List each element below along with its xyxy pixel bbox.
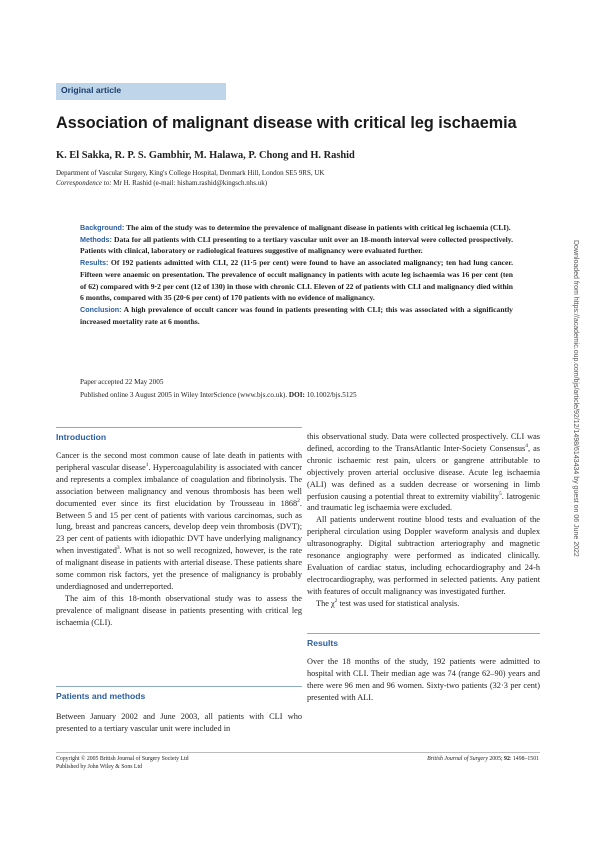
intro-text-a: Cancer is the second most common cause of late death in patients with peripheral vascular disease: [56, 451, 302, 472]
section-rule: [56, 427, 302, 428]
methods-body: [56, 711, 302, 735]
article-type-label: Original article: [61, 85, 122, 95]
methods-heading: Patients and methods: [56, 691, 146, 701]
affiliation: Department of Vascular Surgery, King's College Hospital, Denmark Hill, London SE5 9RS, UK: [56, 169, 325, 177]
footer-citation: [427, 756, 539, 764]
ref-4[interactable]: 4: [525, 443, 528, 450]
conclusion-text: A high prevalence of occult cancer was found in patients presenting with CLI; this was associated with a significantly increased mortality rate at 6 months.: [80, 304, 513, 326]
pages: : 1498–1501: [509, 756, 539, 762]
abstract-methods: [80, 234, 513, 257]
download-note-text: Downloaded from https://academic.oup.com/bjs/article/92/12/1498/6143434 by guest on 06 June 2022: [572, 240, 579, 557]
intro-text-b: . Hypercoagulability is associated with cancer and represents a complex imbalance of coagulation and fibrinolysis. The association between malignancy and venous thrombosis has been well documented ever since its first elucidation by Trousseau in 1868: [56, 462, 302, 508]
intro-paragraph-2: The aim of this 18-month observational study was to assess the prevalence of malignant disease in patients presenting with critical leg ischaemia (CLI).: [56, 593, 302, 627]
publication-dates: [80, 376, 357, 401]
ref-5[interactable]: 5: [499, 490, 502, 497]
methods-text: Data for all patients with CLI presenting to a tertiary vascular unit over an 18-month interval were collected prospectively. Patients with clinical, laboratory or radiological features suggestive of malignancy were evaluated further.: [80, 234, 514, 256]
article-type-badge: [56, 83, 226, 100]
introduction-heading: Introduction: [56, 432, 107, 442]
methods-paragraph-1: Between January 2002 and June 2003, all patients with CLI who presented to a tertiary vascular unit were included in: [56, 712, 302, 733]
published-online-line: [80, 389, 357, 402]
intro-paragraph-1: [56, 450, 302, 593]
correspondence: [56, 178, 324, 188]
introduction-body: [56, 450, 302, 629]
footer-left: [56, 756, 188, 771]
abstract-results: [80, 257, 513, 304]
intro-text-c: . Between 5 and 15 per cent of patients with various carcinomas, such as lung, breast and pancreas cancers, develop deep vein thrombosis (DVT); 23 per cent of patients with idiopathic DVT have underlying malignancy when investigated: [56, 498, 302, 556]
correspondence-label: Correspondence to:: [56, 179, 112, 187]
methods-paragraph-3: All patients underwent routine blood tests and evaluation of the peripheral circulation using Doppler waveform analysis and duplex ultrasonography. Digital subtraction arteriography and magnetic resonance angiography were performed as indicated clinically. Evaluation of cardiac status, including echocardiography and 24-h electrocardiography, was performed in selected patients. Any patient with features of occult malignancy was investigated further.: [307, 515, 540, 596]
background-text: The aim of the study was to determine the prevalence of malignant disease in patients with critical leg ischaemia (CLI).: [126, 223, 511, 232]
methods-paragraph-2: [307, 431, 540, 514]
published-online: Published online 3 August 2005 in Wiley InterScience (www.bjs.co.uk).: [80, 390, 288, 399]
footer-rule: [56, 752, 540, 753]
intro-text-d: . What is not so well recognized, however, is the rate of malignant disease in patients with arterial disease. These patients share some common risk factors, yet the presence of malignancy is probably underdiagnosed and underreported.: [56, 546, 303, 591]
methods-label: Methods:: [80, 234, 112, 244]
affiliation-block: [56, 168, 324, 188]
ref-2[interactable]: 2: [297, 497, 300, 504]
article-title: Association of malignant disease with critical leg ischaemia: [56, 114, 517, 132]
doi-link[interactable]: 10.1002/bjs.5125: [306, 390, 357, 399]
ref-1[interactable]: 1: [145, 462, 149, 469]
results-label: Results:: [80, 258, 109, 268]
abstract-background: [80, 222, 513, 234]
section-rule: [307, 633, 540, 634]
doi-label: DOI:: [288, 390, 305, 399]
methods-paragraph-4: [307, 598, 540, 610]
volume: 92: [504, 756, 510, 762]
author-list: K. El Sakka, R. P. S. Gambhir, M. Halawa, P. Chong and H. Rashid: [56, 150, 355, 161]
chi-square-superscript: 2: [334, 597, 338, 604]
results-body: [307, 656, 540, 704]
stats-text-a: The χ: [316, 598, 335, 608]
results-heading: Results: [307, 638, 339, 648]
conclusion-label: Conclusion:: [80, 304, 122, 314]
publisher: Published by John Wiley & Sons Ltd: [56, 763, 142, 770]
correspondence-text: Mr H. Rashid (e-mail: hisham.rashid@kingsch.nhs.uk): [113, 179, 268, 187]
section-rule: [56, 686, 302, 687]
methods-text-a: this observational study. Data were collected prospectively. CLI was defined, according to the TransAtlantic Inter-Society Consensus: [307, 432, 540, 453]
copyright: Copyright © 2005 British Journal of Surgery Society Ltd: [56, 756, 189, 762]
methods-text-c: . Iatrogenic and traumatic leg ischaemia were excluded.: [307, 491, 540, 513]
methods-continued: [307, 431, 540, 610]
results-text: Of 192 patients admitted with CLI, 22 (11·5 per cent) were found to have an associated malignancy; ten had lung cancer. Fifteen were anaemic on presentation. The prevalence of occult malignancy in patients with acute leg ischaemia was 16 per cent (ten of 62) compared with 9·2 per cent (12 of 130) in those with chronic CLI. Eleven of 22 of patients with CLI and malignancy died within 6 months, compared with 35 (20·6 per cent) of 170 patients with no evidence of malignancy.: [80, 258, 513, 303]
methods-text-b: , as chronic ischaemic rest pain, ulcers or gangrene attributable to objectively proven arterial occlusive disease. Acute leg ischaemia (ALI) was defined as a sudden decrease or worsening in limb perfusion causing a potential threat to extremity viability: [307, 443, 540, 501]
download-note: [569, 240, 579, 800]
ref-3[interactable]: 3: [116, 545, 120, 552]
results-paragraph-1: Over the 18 months of the study, 192 patients were admitted to hospital with CLI. Their median age was 74 (range 62–90) years and there were 96 men and 96 women. Sixty-two patients (32·3 per cent) presented with ALI.: [307, 657, 540, 702]
background-label: Background:: [80, 223, 125, 232]
stats-text-b: test was used for statistical analysis.: [337, 598, 460, 608]
abstract: [80, 222, 513, 327]
citation-year: 2005;: [487, 756, 505, 762]
paper-accepted: Paper accepted 22 May 2005: [80, 378, 164, 386]
abstract-conclusion: [80, 304, 513, 327]
journal-name: British Journal of Surgery: [427, 756, 488, 762]
